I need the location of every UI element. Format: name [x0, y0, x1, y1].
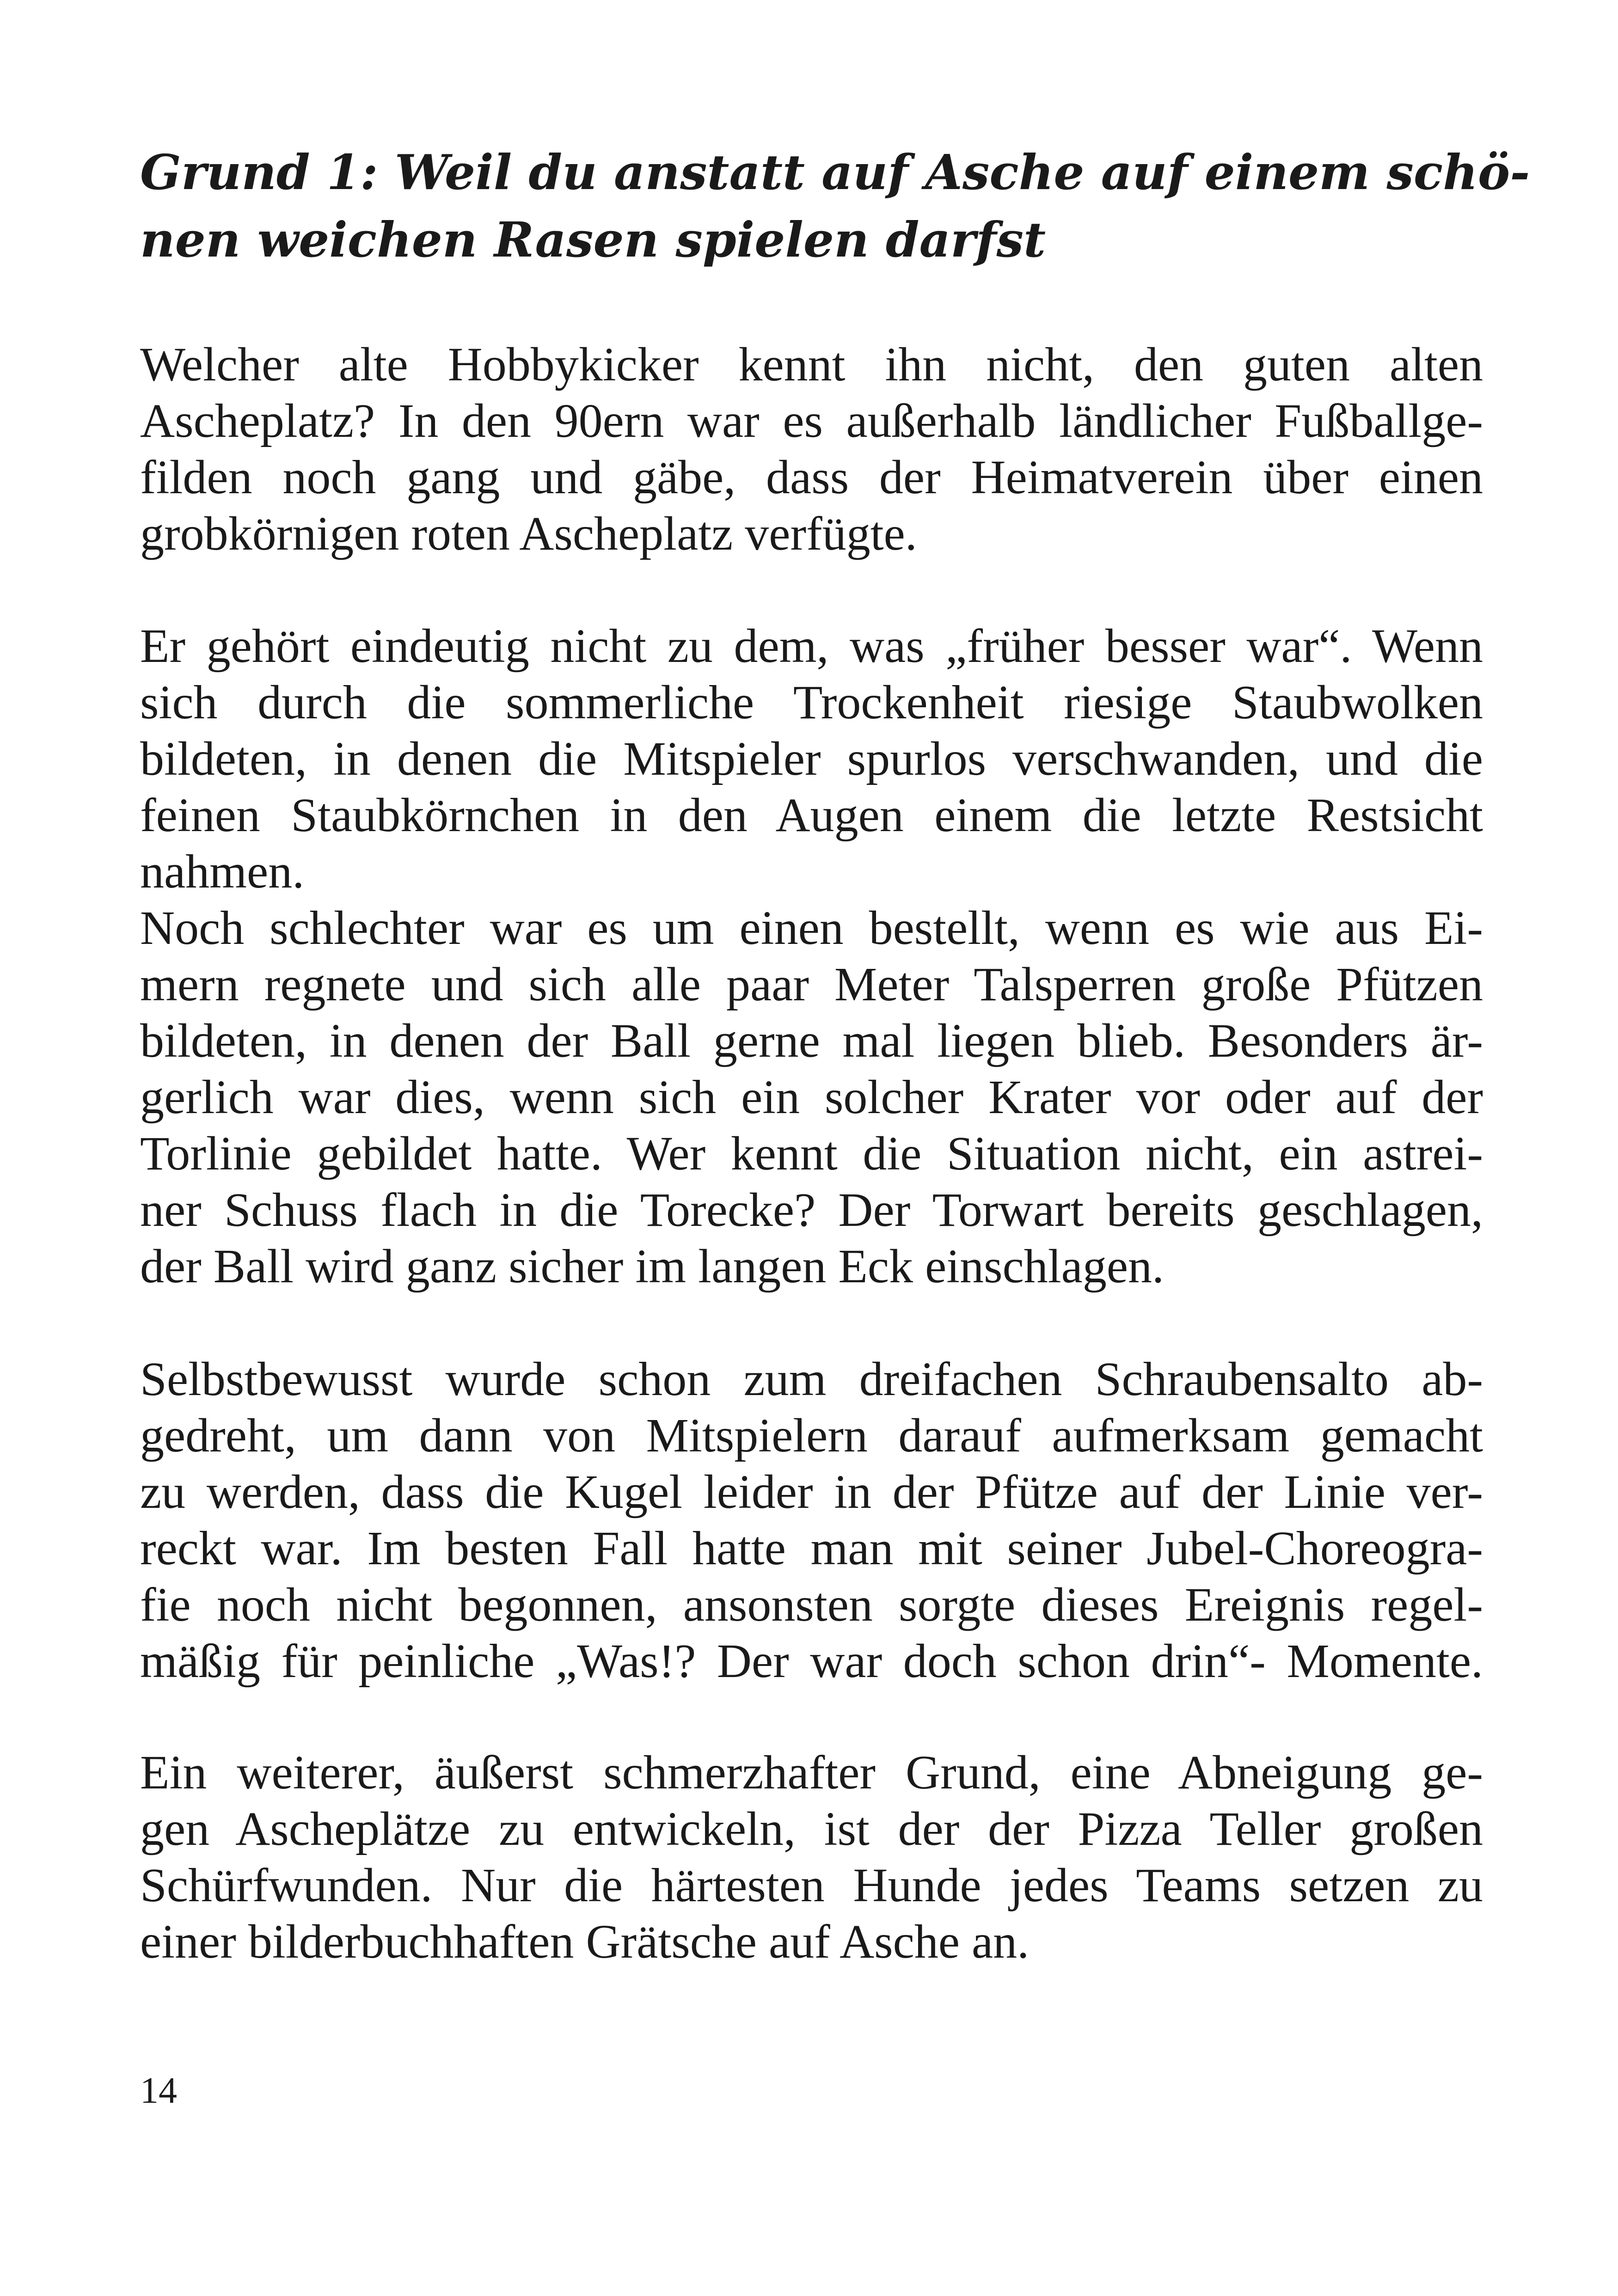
- text-line: sich durch die sommerliche Trockenheit riesige Staubwolken: [140, 676, 1483, 729]
- paragraph-2: [140, 618, 1483, 1295]
- text-line: filden noch gang und gäbe, dass der Heimatverein über einen: [140, 451, 1483, 504]
- text-line: feinen Staubkörnchen in den Augen einem die letzte Restsicht: [140, 789, 1483, 842]
- text-line: bildeten, in denen die Mitspieler spurlos verschwanden, und die: [140, 732, 1483, 785]
- text-line: reckt war. Im besten Fall hatte man mit seiner Jubel-Choreogra-: [140, 1522, 1483, 1575]
- paragraph-1: [140, 337, 1483, 562]
- text-line: Ascheplatz? In den 90ern war es außerhalb ländlicher Fußballge-: [140, 394, 1483, 447]
- text-line: zu werden, dass die Kugel leider in der Pfütze auf der Linie ver-: [140, 1465, 1483, 1518]
- paragraph-4: [140, 1745, 1483, 1970]
- text-line: ner Schuss flach in die Torecke? Der Torwart bereits geschlagen,: [140, 1183, 1483, 1237]
- text-line: der Ball wird ganz sicher im langen Eck einschlagen.: [140, 1240, 1164, 1293]
- paragraph-3: [140, 1351, 1483, 1690]
- text-line: gen Ascheplätze zu entwickeln, ist der der Pizza Teller großen: [140, 1802, 1483, 1855]
- heading-line: nen weichen Rasen spielen darfst: [140, 211, 1046, 268]
- text-line: mäßig für peinliche „Was!? Der war doch schon drin“- Momente.: [140, 1635, 1483, 1688]
- text-line: Selbstbewusst wurde schon zum dreifachen Schraubensalto ab-: [140, 1353, 1483, 1406]
- text-line: Schürfwunden. Nur die härtesten Hunde jedes Teams setzen zu: [140, 1859, 1483, 1912]
- text-line: Ein weiterer, äußerst schmerzhafter Grund, eine Abneigung ge-: [140, 1746, 1483, 1799]
- text-line: Welcher alte Hobbykicker kennt ihn nicht, den guten alten: [140, 338, 1483, 391]
- text-line: Er gehört eindeutig nicht zu dem, was „früher besser war“. Wenn: [140, 619, 1483, 673]
- text-line: gerlich war dies, wenn sich ein solcher Krater vor oder auf der: [140, 1071, 1483, 1124]
- heading-line: Grund 1: Weil du anstatt auf Asche auf einem schö-: [140, 144, 1530, 201]
- text-line: nahmen.: [140, 845, 305, 898]
- text-line: grobkörnigen roten Ascheplatz verfügte.: [140, 507, 917, 560]
- text-line: einer bilderbuchhaften Grätsche auf Asche an.: [140, 1915, 1030, 1968]
- chapter-heading: [140, 139, 1530, 274]
- text-line: bildeten, in denen der Ball gerne mal liegen blieb. Besonders är-: [140, 1014, 1483, 1067]
- text-line: Noch schlechter war es um einen bestellt, wenn es wie aus Ei-: [140, 901, 1483, 955]
- text-line: fie noch nicht begonnen, ansonsten sorgte dieses Ereignis regel-: [140, 1578, 1483, 1631]
- text-line: gedreht, um dann von Mitspielern darauf aufmerksam gemacht: [140, 1409, 1483, 1462]
- text-line: mern regnete und sich alle paar Meter Talsperren große Pfützen: [140, 958, 1483, 1011]
- page-number: 14: [140, 2070, 177, 2111]
- text-line: Torlinie gebildet hatte. Wer kennt die Situation nicht, ein astrei-: [140, 1127, 1483, 1180]
